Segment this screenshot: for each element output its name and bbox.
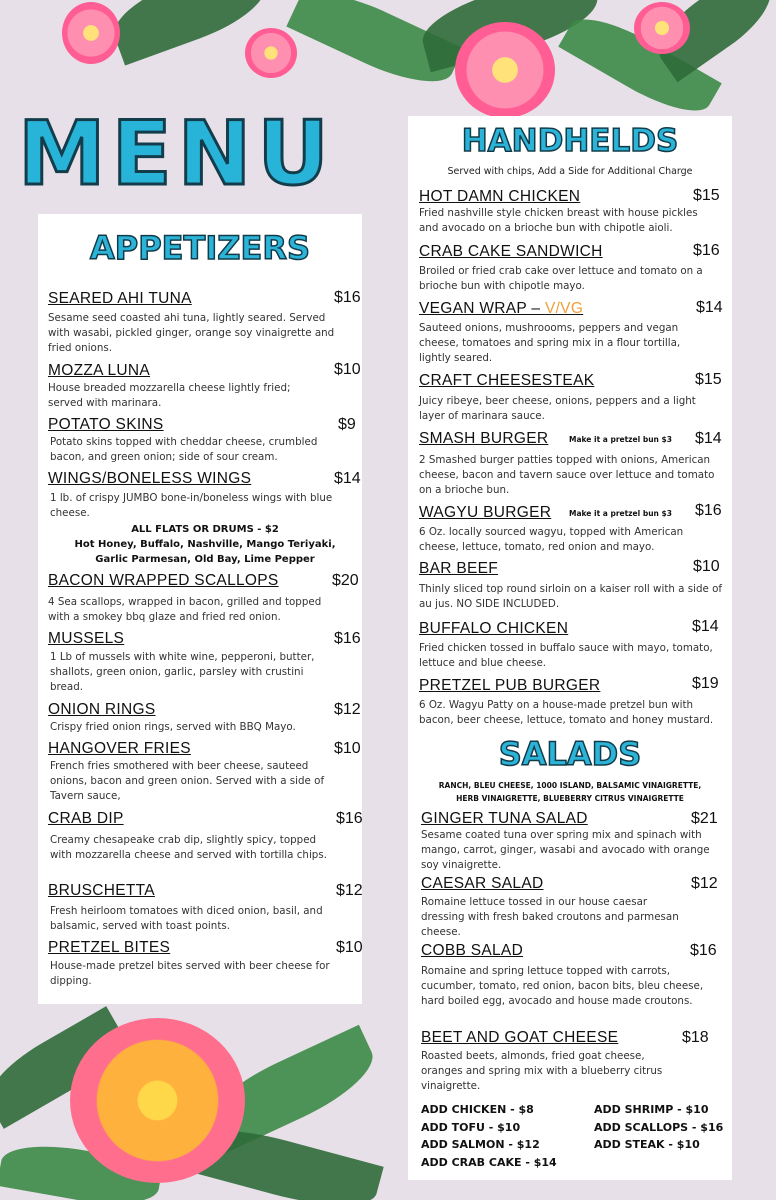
menu-item-description: Creamy chesapeake crab dip, slightly spicy, topped with mozzarella cheese and served with tortilla chips. bbox=[50, 834, 327, 861]
pretzel-bun-note: Make it a pretzel bun $3 bbox=[569, 435, 672, 444]
menu-item-name: MOZZA LUNA bbox=[48, 362, 151, 379]
menu-item-name: PRETZEL BITES bbox=[48, 939, 171, 956]
addon-salmon: ADD SALMON - $12 bbox=[421, 1138, 540, 1151]
menu-item-price: $20 bbox=[332, 572, 359, 589]
salads-title: SALADS bbox=[498, 735, 642, 773]
handhelds-salads-card bbox=[408, 116, 732, 1180]
menu-item-description: House-made pretzel bites served with beer cheese for dipping. bbox=[50, 960, 330, 987]
menu-item-price: $12 bbox=[691, 875, 718, 892]
menu-item-price: $21 bbox=[691, 810, 718, 827]
menu-item-name: BUFFALO CHICKEN bbox=[419, 620, 569, 637]
menu-item-price: $14 bbox=[695, 430, 722, 447]
menu-item-description: Crispy fried onion rings, served with BBQ Mayo. bbox=[50, 721, 296, 733]
menu-item-description: Potato skins topped with cheddar cheese, crumbled bacon, and green onion; side of sour cream. bbox=[50, 436, 318, 463]
addon-scallops: ADD SCALLOPS - $16 bbox=[594, 1121, 724, 1134]
menu-item-description: 1 lb. of crispy JUMBO bone-in/boneless wings with blue cheese. bbox=[50, 492, 333, 519]
menu-item-description: Thinly sliced top round sirloin on a kaiser roll with a side of au jus. NO SIDE INCLUDED. bbox=[419, 583, 723, 610]
hibiscus-flower-icon bbox=[70, 1018, 245, 1183]
menu-item-name: HANGOVER FRIES bbox=[48, 740, 191, 757]
menu-item-description: Romaine and spring lettuce topped with carrots, cucumber, tomato, red onion, bacon bits, bleu cheese, hard boiled egg, avocado and house made croutons. bbox=[421, 965, 704, 1007]
menu-item-description: Fried chicken tossed in buffalo sauce with mayo, tomato, lettuce and blue cheese. bbox=[419, 642, 713, 669]
menu-item-name: BRUSCHETTA bbox=[48, 882, 155, 899]
menu-item-description: Sauteed onions, mushroooms, peppers and vegan cheese, tomatoes and spring mix in a flour tortilla, lightly seared. bbox=[419, 322, 681, 364]
menu-item-price: $16 bbox=[693, 242, 720, 259]
appetizers-card bbox=[38, 214, 362, 1004]
menu-item-price: $10 bbox=[334, 361, 361, 378]
pretzel-bun-note: Make it a pretzel bun $3 bbox=[569, 509, 672, 518]
addon-steak: ADD STEAK - $10 bbox=[594, 1138, 700, 1151]
page-title: MENU bbox=[18, 102, 335, 205]
menu-item-name: PRETZEL PUB BURGER bbox=[419, 677, 601, 694]
hibiscus-flower-icon bbox=[245, 28, 297, 78]
menu-item-name: CRAB CAKE SANDWICH bbox=[419, 243, 603, 260]
menu-item-description: Broiled or fried crab cake over lettuce and tomato on a brioche bun with chipotle mayo. bbox=[419, 265, 703, 292]
menu-item-price: $14 bbox=[692, 618, 719, 635]
dressing-options: RANCH, BLEU CHEESE, 1000 ISLAND, BALSAMIC VINAIGRETTE, bbox=[438, 781, 702, 790]
menu-item-price: $16 bbox=[690, 942, 717, 959]
menu-item-name: ONION RINGS bbox=[48, 701, 156, 718]
menu-item-description: 6 Oz. locally sourced wagyu, topped with American cheese, lettuce, tomato, red onion and mayo. bbox=[419, 526, 684, 553]
menu-item-description: Fresh heirloom tomatoes with diced onion, basil, and balsamic, served with toast points. bbox=[50, 905, 323, 932]
addon-tofu: ADD TOFU - $10 bbox=[421, 1121, 521, 1134]
menu-item-name: COBB SALAD bbox=[421, 942, 524, 959]
menu-item-price: $15 bbox=[695, 371, 722, 388]
menu-item-description: Sesame seed coasted ahi tuna, lightly seared. Served with wasabi, pickled ginger, orange soy vinaigrette and fried onions. bbox=[48, 312, 335, 354]
menu-item-name: BAR BEEF bbox=[419, 560, 499, 577]
handhelds-subtitle: Served with chips, Add a Side for Additional Charge bbox=[447, 166, 693, 177]
menu-item-name: CAESAR SALAD bbox=[421, 875, 544, 892]
menu-item-price: $9 bbox=[338, 416, 356, 433]
menu-item-price: $10 bbox=[693, 558, 720, 575]
hibiscus-flower-icon bbox=[62, 2, 120, 64]
menu-item-price: $10 bbox=[336, 939, 363, 956]
addon-shrimp: ADD SHRIMP - $10 bbox=[594, 1103, 709, 1116]
menu-item-price: $14 bbox=[334, 470, 361, 487]
menu-item-description: Sesame coated tuna over spring mix and spinach with mango, carrot, ginger, wasabi and avocado with orange soy vinaigrette. bbox=[421, 829, 710, 871]
menu-item-price: $16 bbox=[334, 630, 361, 647]
menu-item-description: Roasted beets, almonds, fried goat cheese, oranges and spring mix with a blueberry citrus vinaigrette. bbox=[421, 1050, 663, 1092]
menu-item-price: $18 bbox=[682, 1029, 709, 1046]
menu-item-price: $15 bbox=[693, 187, 720, 204]
menu-item-name: SMASH BURGER bbox=[419, 430, 549, 447]
menu-item-description: 4 Sea scallops, wrapped in bacon, grilled and topped with a smokey bbq glaze and fried red onion. bbox=[48, 596, 322, 623]
menu-item-price: $16 bbox=[334, 289, 361, 306]
menu-item-description: 2 Smashed burger patties topped with onions, American cheese, bacon and tavern sauce over lettuce and tomato on a brioche bun. bbox=[419, 454, 715, 496]
menu-item-name: MUSSELS bbox=[48, 630, 125, 647]
menu-item-name: SEARED AHI TUNA bbox=[48, 290, 192, 307]
menu-item-description: Romaine lettuce tossed in our house caesar dressing with fresh baked croutons and parmesan cheese. bbox=[421, 896, 679, 938]
menu-item-name: BACON WRAPPED SCALLOPS bbox=[48, 572, 279, 589]
menu-item-description: House breaded mozzarella cheese lightly fried; served with marinara. bbox=[48, 382, 291, 409]
menu-item-description: 6 Oz. Wagyu Patty on a house-made pretzel bun with bacon, beer cheese, lettuce, tomato and honey mustard. bbox=[419, 699, 714, 726]
wing-options-flavors: Garlic Parmesan, Old Bay, Lime Pepper bbox=[95, 554, 315, 565]
menu-item-name: POTATO SKINS bbox=[48, 416, 164, 433]
appetizers-title: APPETIZERS bbox=[89, 229, 310, 267]
dressing-options: HERB VINAIGRETTE, BLUEBERRY CITRUS VINAIGRETTE bbox=[456, 794, 684, 803]
menu-item-description: French fries smothered with beer cheese, sauteed onions, bacon and green onion. Served with a side of Tavern sauce, bbox=[50, 760, 325, 802]
menu-item-price: $19 bbox=[692, 675, 719, 692]
menu-item-price: $16 bbox=[695, 502, 722, 519]
menu-item-name: CRAFT CHEESESTEAK bbox=[419, 372, 595, 389]
vegan-tag: V/VG bbox=[544, 300, 584, 317]
menu-item-name: WAGYU BURGER bbox=[419, 504, 552, 521]
menu-item-description: 1 Lb of mussels with white wine, pepperoni, butter, shallots, green onion, garlic, parsley with crustini bread. bbox=[50, 651, 315, 693]
hibiscus-flower-icon bbox=[455, 22, 555, 118]
menu-item-name: WINGS/BONELESS WINGS bbox=[48, 470, 252, 487]
handhelds-title: HANDHELDS bbox=[461, 123, 679, 159]
hibiscus-flower-icon bbox=[634, 2, 690, 54]
menu-item-price: $12 bbox=[334, 701, 361, 718]
menu-item-name bbox=[419, 300, 583, 318]
menu-item-price: $12 bbox=[336, 882, 363, 899]
menu-item-description: Fried nashville style chicken breast with house pickles and avocado on a brioche bun with chipotle aioli. bbox=[419, 207, 698, 234]
menu-item-price: $10 bbox=[334, 740, 361, 757]
addon-chicken: ADD CHICKEN - $8 bbox=[421, 1103, 534, 1116]
menu-item-name: GINGER TUNA SALAD bbox=[421, 810, 588, 827]
wing-options-flavors: Hot Honey, Buffalo, Nashville, Mango Teriyaki, bbox=[74, 539, 336, 550]
menu-item-price: $16 bbox=[336, 810, 363, 827]
menu-item-name: BEET AND GOAT CHEESE bbox=[421, 1029, 619, 1046]
menu-item-name: HOT DAMN CHICKEN bbox=[419, 188, 581, 205]
wing-options-heading: ALL FLATS OR DRUMS - $2 bbox=[131, 524, 279, 535]
menu-item-name: CRAB DIP bbox=[48, 810, 124, 827]
item-name-text: VEGAN WRAP – bbox=[419, 300, 545, 317]
menu-item-description: Juicy ribeye, beer cheese, onions, peppers and a light layer of marinara sauce. bbox=[419, 395, 696, 422]
addon-crab-cake: ADD CRAB CAKE - $14 bbox=[421, 1156, 557, 1169]
menu-item-price: $14 bbox=[696, 299, 723, 316]
